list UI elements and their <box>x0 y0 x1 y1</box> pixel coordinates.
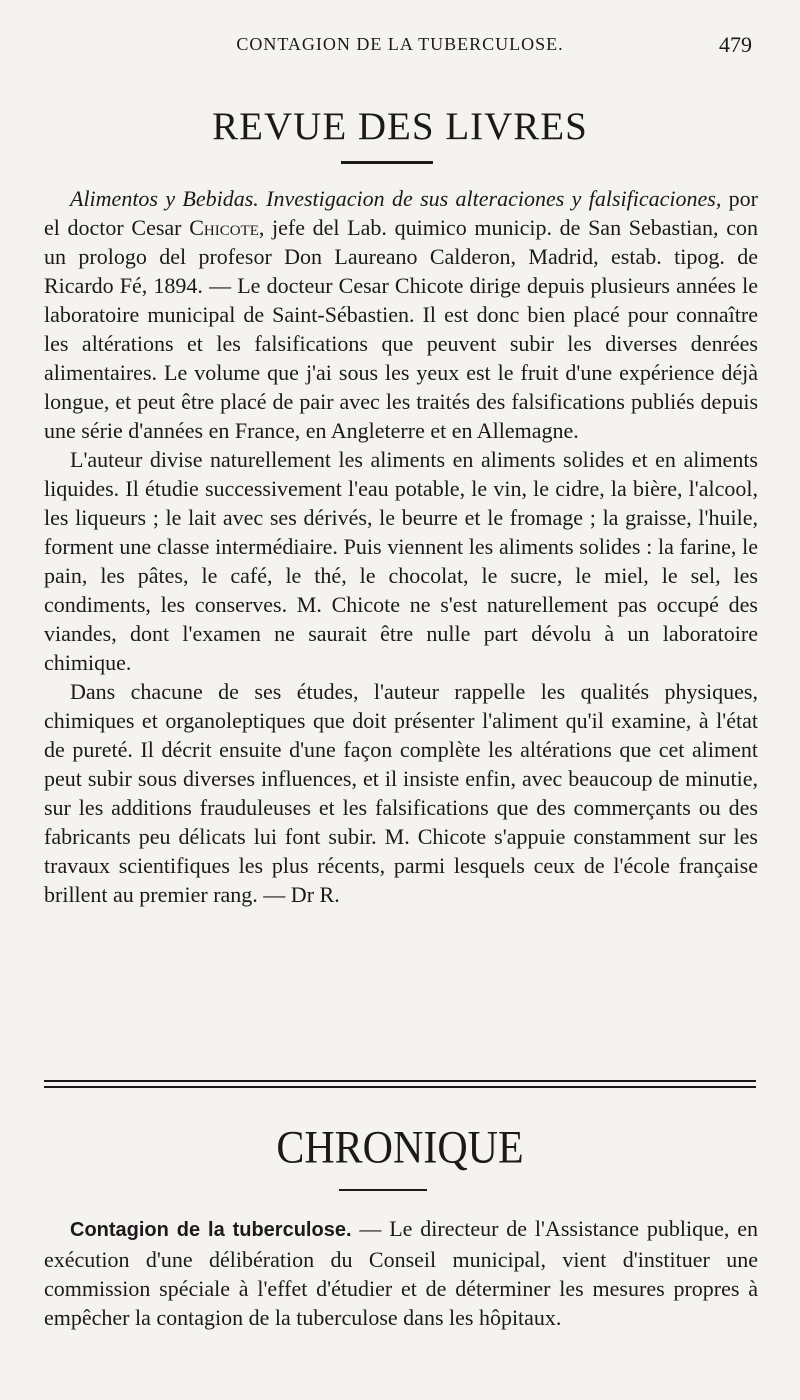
review-paragraph-2: L'auteur divise naturellement les aliments en aliments solides et en aliments liquides. Il étudie successivement l'eau potable, le vin, le cidre, la bière, l'alcool, les liqueurs ; le lait avec ses dérivés, le beurre et le fromage ; la graisse, l'huile, forment une classe intermédiaire. Puis viennent les aliments solides : la farine, le pain, les pâtes, le café, le thé, le chocolat, le sucre, le miel, le sel, les condiments, les conserves. M. Chicote ne s'est naturellement pas occupé des viandes, dont l'examen ne saurait être nulle part dévolu à un laboratoire chimique. <box>44 447 758 675</box>
citation-author: Chicote <box>189 215 259 240</box>
divider-line-bottom <box>44 1086 756 1088</box>
running-title: CONTAGION DE LA TUBERCULOSE. <box>236 34 564 54</box>
chronique-lead: Contagion de la tuberculose. <box>70 1219 352 1241</box>
running-header <box>44 34 756 64</box>
page-number: 479 <box>719 32 752 57</box>
chronique-paragraph <box>44 1214 758 1332</box>
section-title-chronique: CHRONIQUE <box>276 1122 524 1174</box>
divider-line-top <box>44 1080 756 1082</box>
book-title: Alimentos y Bebidas. Investigacion de sus alteraciones y falsificaciones, <box>70 186 722 211</box>
section-divider <box>44 1080 756 1090</box>
title-underline <box>339 1189 427 1191</box>
chronique-text: — Le directeur de l'Assistance publique, en exécution d'une délibération du Conseil municipal, vient d'instituer une commission spéciale à l'effet d'étudier et de déterminer les mesures propres à empêcher la contagion de la tuberculose dans les hôpitaux. <box>44 1216 758 1330</box>
review-paragraph-1 <box>44 184 758 445</box>
review-body <box>44 184 758 909</box>
citation-pre: por el doctor Cesar <box>44 186 758 240</box>
citation-post: , jefe del Lab. quimico municip. de San Sebastian, con un prologo del profesor Don Laureano Calderon, Madrid, estab. tipog. de Ricardo Fé, 1894. — Le docteur Cesar Chicote dirige depuis plusieurs années le laboratoire municipal de Saint-Sébastien. Il est donc bien placé pour connaître les altérations et les falsifications que peuvent subir les diverses denrées alimentaires. Le volume que j'ai sous les yeux est le fruit d'une expérience déjà longue, et peut être placé de pair avec les traités des falsifications publiés depuis une série d'années en France, en Angleterre et en Allemagne. <box>44 215 758 443</box>
section-title-revue: REVUE DES LIVRES <box>212 105 588 148</box>
chronique-body <box>44 1214 758 1332</box>
review-paragraph-3: Dans chacune de ses études, l'auteur rappelle les qualités physiques, chimiques et organoleptiques que doit présenter l'aliment qu'il examine, à l'état de pureté. Il décrit ensuite d'une façon complète les altérations que cet aliment peut subir sous diverses influences, et il insiste enfin, avec beaucoup de minutie, sur les additions frauduleuses et les falsifications que des commerçants ou des fabricants peu délicats lui font subir. M. Chicote s'appuie constamment sur les travaux scientifiques les plus récents, parmi lesquels ceux de l'école française brillent au premier rang. — Dr R. <box>44 679 758 907</box>
title-underline <box>341 161 433 164</box>
